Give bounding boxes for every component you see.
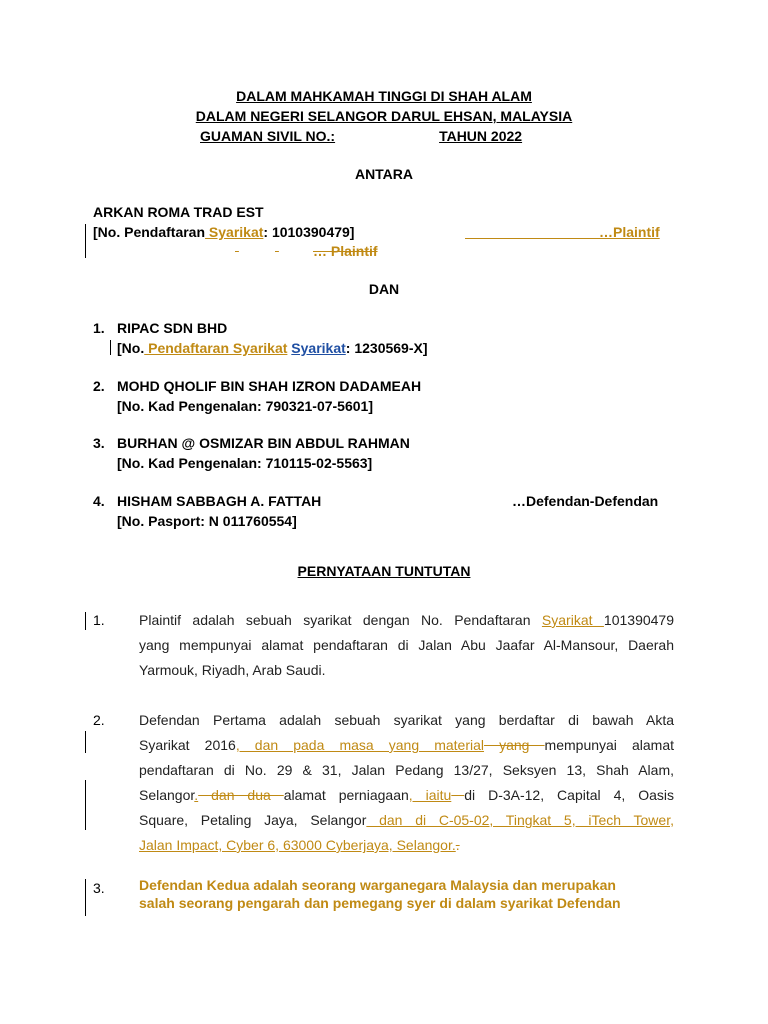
defendant-2-name: MOHD QHOLIF BIN SHAH IZRON DADAMEAH	[117, 378, 422, 394]
paragraph-1-row	[139, 608, 674, 633]
change-bar	[110, 340, 111, 355]
paragraph-1	[139, 608, 674, 683]
change-bar	[85, 879, 86, 916]
paragraph-2-row	[139, 733, 674, 758]
case-number-line	[200, 127, 522, 145]
deleted-text: yang	[484, 737, 545, 753]
plaintiff-reg-prefix: [No. Pendaftaran	[93, 224, 206, 240]
deleted-tab	[275, 242, 313, 260]
document-title: PERNYATAAN TUNTUTAN	[297, 563, 471, 579]
paragraph-3-row: Defendan Kedua adalah seorang warganegara Malaysia dan merupakan	[139, 877, 616, 893]
deleted-tab	[235, 242, 275, 260]
inserted-text: , iaitu	[408, 787, 452, 803]
deleted-text	[451, 787, 464, 803]
antara-label: ANTARA	[354, 166, 414, 182]
defendant-3-name: BURHAN @ OSMIZAR BIN ABDUL RAHMAN	[117, 435, 410, 451]
case-number-label: GUAMAN SIVIL NO.:	[200, 128, 336, 144]
defendant-1-reg-insert: Pendaftaran	[144, 340, 230, 356]
case-year: TAHUN 2022	[439, 128, 523, 144]
inserted-text: .	[194, 787, 199, 803]
paragraph-2-row	[139, 808, 674, 833]
paragraph-3-number: 3.	[93, 880, 105, 896]
plaintiff-reg-number: : 1010390479]	[263, 224, 355, 240]
deleted-text: .	[455, 837, 460, 853]
defendant-2-number: 2.	[93, 378, 105, 394]
defendants-role: …Defendan-Defendan	[512, 493, 659, 509]
plaintiff-role	[465, 223, 660, 241]
plaintiff-reg-insert: Syarikat	[205, 224, 264, 240]
plaintiff-role-deleted-text: … Plaintif	[313, 243, 378, 259]
change-bar	[85, 224, 86, 258]
plaintiff-role-text: …Plaintif	[599, 224, 660, 240]
plaintiff-name: ARKAN ROMA TRAD EST	[93, 204, 264, 220]
text-run: Syarikat 2016	[139, 737, 236, 753]
plaintiff-registration	[93, 223, 354, 241]
defendant-1-reg-prefix: [No.	[117, 340, 145, 356]
inserted-text: dan di C-05-02, Tingkat 5, iTech Tower,	[366, 812, 674, 828]
paragraph-2-row: Defendan Pertama adalah sebuah syarikat yang berdaftar di bawah Akta	[139, 712, 674, 728]
dan-label: DAN	[368, 281, 400, 297]
paragraph-2-row: pendaftaran di No. 29 & 31, Jalan Pedang 13/27, Seksyen 13, Shah Alam,	[139, 762, 674, 778]
paragraph-1-row: yang mempunyai alamat pendaftaran di Jalan Abu Jaafar Al-Mansour, Daerah	[139, 637, 674, 653]
change-bar	[85, 780, 86, 830]
paragraph-3-row: salah seorang pengarah dan pemegang syer di dalam syarikat Defendan	[139, 895, 621, 911]
inserted-text: Syarikat	[541, 612, 604, 628]
plaintiff-role-deleted	[235, 242, 378, 260]
change-bar	[85, 731, 86, 753]
defendant-2-id: [No. Kad Pengenalan: 790321-07-5601]	[117, 398, 373, 414]
court-heading-line2: DALAM NEGERI SELANGOR DARUL EHSAN, MALAYSIA	[195, 108, 573, 124]
text-run: Plaintif adalah sebuah syarikat dengan No. Pendaftaran	[139, 612, 542, 628]
paragraph-1-number: 1.	[93, 612, 105, 628]
defendant-1-reg-insert: Syarikat	[229, 340, 288, 356]
text-run: Square, Petaling Jaya, Selangor	[139, 812, 367, 828]
deleted-text: dan dua	[198, 787, 284, 803]
text-run: alamat perniagaan	[283, 787, 409, 803]
court-heading-line1: DALAM MAHKAMAH TINGGI DI SHAH ALAM	[236, 88, 532, 104]
inserted-text: , dan pada masa yang material	[235, 737, 485, 753]
paragraph-1-row: Yarmouk, Riyadh, Arab Saudi.	[139, 662, 326, 678]
defendant-3-id: [No. Kad Pengenalan: 710115-02-5563]	[117, 455, 373, 471]
paragraph-2-number: 2.	[93, 712, 105, 728]
text-run: di D-3A-12, Capital 4, Oasis	[464, 787, 674, 803]
defendant-1-name: RIPAC SDN BHD	[117, 320, 228, 336]
defendant-3-number: 3.	[93, 435, 105, 451]
paragraph-2-row	[139, 783, 674, 808]
defendant-1-number: 1.	[93, 320, 105, 336]
defendant-1-reg-number: : 1230569-X]	[345, 340, 428, 356]
text-run: Selangor	[139, 787, 195, 803]
text-run: mempunyai alamat	[544, 737, 675, 753]
defendant-1-reg-insert-blue: Syarikat	[291, 340, 346, 356]
inserted-text: Jalan Impact, Cyber 6, 63000 Cyberjaya, Selangor.	[139, 837, 456, 853]
paragraph-3	[139, 876, 674, 912]
text-run: 101390479	[603, 612, 674, 628]
defendant-1-registration	[117, 339, 428, 357]
defendant-4-passport: [No. Pasport: N 011760554]	[117, 513, 297, 529]
change-bar	[85, 612, 86, 630]
paragraph-2	[139, 708, 674, 858]
role-insert-line	[465, 224, 599, 239]
paragraph-2-row	[139, 833, 674, 858]
defendant-4-number: 4.	[93, 493, 105, 509]
defendant-4-name: HISHAM SABBAGH A. FATTAH	[117, 493, 322, 509]
